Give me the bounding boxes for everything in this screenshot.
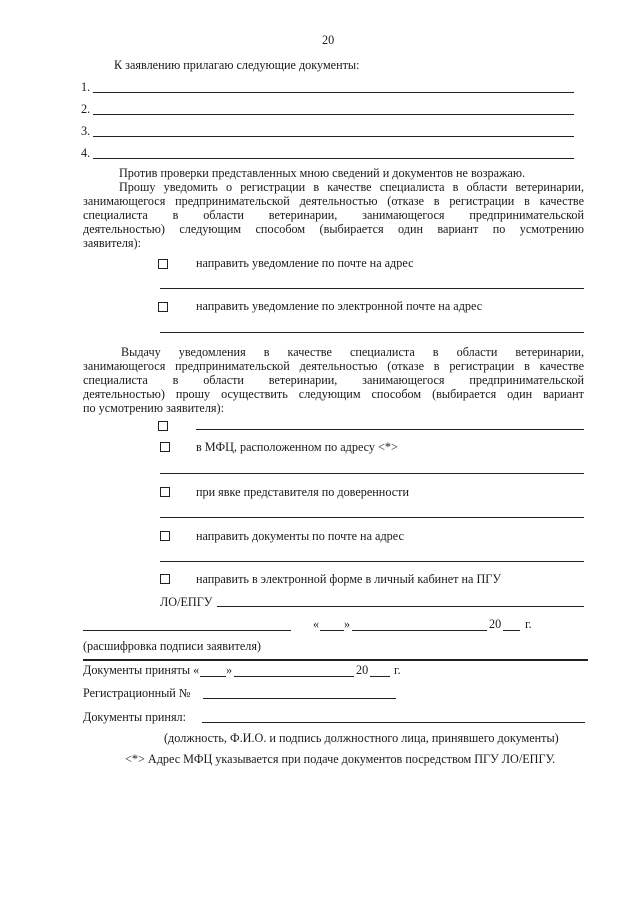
attachment-number-4: 4.	[81, 146, 91, 160]
date-close-quote: »	[344, 617, 351, 631]
attachment-line-1[interactable]	[93, 92, 574, 93]
attachment-line-2[interactable]	[93, 114, 574, 115]
issue-proxy-label: при явке представителя по доверенности	[196, 485, 409, 499]
notify-paragraph-line-2: занимающегося предпринимательской деятельностью (отказе в регистрации в качестве	[83, 194, 584, 208]
issue-paragraph-line-2: занимающегося предпринимательской деятельностью (отказе в регистрации в качестве	[83, 359, 584, 373]
docs-accepted-by-caption: (должность, Ф.И.О. и подпись должностного лица, принявшего документы)	[164, 731, 559, 745]
docs-accepted-year-suffix: г.	[394, 663, 401, 677]
notify-email-label: направить уведомление по электронной почте на адрес	[196, 299, 483, 313]
signature-line[interactable]	[83, 630, 291, 631]
date-open-quote: «	[313, 617, 320, 631]
issue-post-checkbox[interactable]	[160, 531, 170, 541]
section-divider	[83, 659, 588, 661]
issue-post-label: направить документы по почте на адрес	[196, 529, 404, 543]
notify-paragraph-line-5: заявителя):	[83, 236, 141, 250]
issue-proxy-checkbox[interactable]	[160, 487, 170, 497]
issue-portal-suffix: ЛО/ЕПГУ	[160, 595, 213, 609]
notify-post-label: направить уведомление по почте на адрес	[196, 256, 414, 270]
footnote: <*> Адрес МФЦ указывается при подаче документов посредством ПГУ ЛО/ЕПГУ.	[125, 752, 556, 766]
docs-accepted-year-prefix: 20	[356, 663, 369, 677]
date-month-line[interactable]	[352, 630, 487, 631]
attachments-intro: К заявлению прилагаю следующие документы:	[114, 58, 360, 72]
date-year-line[interactable]	[503, 630, 520, 631]
date-day-line[interactable]	[320, 630, 344, 631]
docs-accepted-prefix: Документы приняты «	[83, 663, 200, 677]
notify-paragraph-line-1: Прошу уведомить о регистрации в качестве специалиста в области ветеринарии,	[119, 180, 584, 194]
attachment-number-1: 1.	[81, 80, 91, 94]
notify-paragraph-line-3: специалиста в области ветеринарии, занимающегося предпринимательской	[83, 208, 584, 222]
issue-mfc-address-line[interactable]	[160, 473, 584, 474]
issue-blank-line[interactable]	[196, 429, 584, 430]
date-year-prefix: 20	[489, 617, 502, 631]
issue-paragraph-line-4: деятельностью) прошу осуществить следующим способом (выбирается один вариант	[83, 387, 584, 401]
issue-mfc-label: в МФЦ, расположенном по адресу <*>	[196, 440, 398, 454]
issue-blank-checkbox[interactable]	[158, 421, 168, 431]
docs-accepted-close-quote: »	[226, 663, 233, 677]
docs-accepted-day-line[interactable]	[200, 676, 226, 677]
issue-portal-checkbox[interactable]	[160, 574, 170, 584]
attachment-number-3: 3.	[81, 124, 91, 138]
attachment-line-3[interactable]	[93, 136, 574, 137]
notify-post-checkbox[interactable]	[158, 259, 168, 269]
docs-accepted-year-line[interactable]	[370, 676, 390, 677]
registration-number-line[interactable]	[203, 698, 396, 699]
docs-accepted-by-line[interactable]	[202, 722, 585, 723]
signature-decode-caption: (расшифровка подписи заявителя)	[83, 639, 261, 653]
issue-portal-label: направить в электронной форме в личный кабинет на ПГУ	[196, 572, 501, 586]
issue-paragraph-line-1: Выдачу уведомления в качестве специалиста в области ветеринарии,	[121, 345, 584, 359]
date-year-suffix: г.	[525, 617, 532, 631]
docs-accepted-month-line[interactable]	[234, 676, 354, 677]
no-objection-text: Против проверки представленных мною сведений и документов не возражаю.	[119, 166, 526, 180]
notify-email-address-line[interactable]	[160, 332, 584, 333]
attachment-line-4[interactable]	[93, 158, 574, 159]
issue-paragraph-line-3: специалиста в области ветеринарии, занимающегося предпринимательской	[83, 373, 584, 387]
issue-paragraph-line-5: по усмотрению заявителя):	[83, 401, 224, 415]
notify-post-address-line[interactable]	[160, 288, 584, 289]
notify-paragraph-line-4: деятельностью) следующим способом (выбирается один вариант по усмотрению	[83, 222, 584, 236]
issue-portal-line[interactable]	[217, 606, 584, 607]
attachment-number-2: 2.	[81, 102, 91, 116]
page-number: 20	[322, 33, 335, 47]
issue-mfc-checkbox[interactable]	[160, 442, 170, 452]
notify-email-checkbox[interactable]	[158, 302, 168, 312]
issue-post-address-line[interactable]	[160, 561, 584, 562]
registration-number-label: Регистрационный №	[83, 686, 191, 700]
docs-accepted-by-label: Документы принял:	[83, 710, 187, 724]
issue-proxy-line[interactable]	[160, 517, 584, 518]
